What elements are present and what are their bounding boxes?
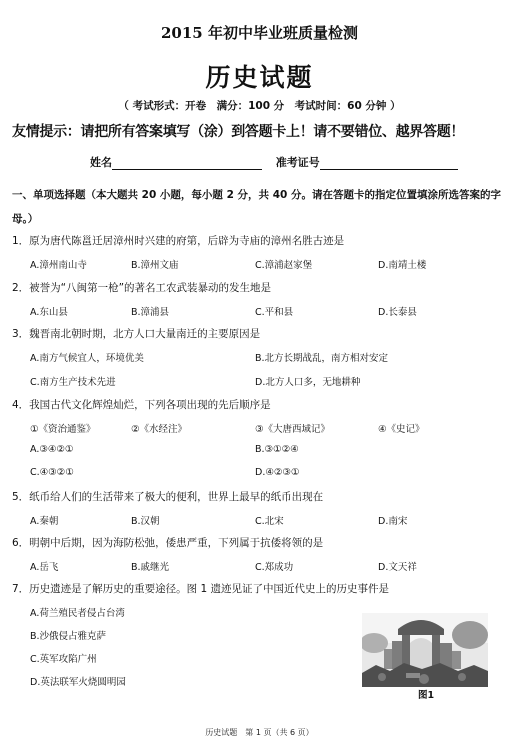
option[interactable]: D.④②③① <box>255 467 300 478</box>
question-stem: 4．我国古代文化辉煌灿烂，下列各项出现的先后顺序是 <box>12 399 271 411</box>
option[interactable]: A.南方气候宜人，环境优美 <box>30 353 144 364</box>
option[interactable]: C.平和县 <box>255 307 294 318</box>
option[interactable]: B.漳州文庙 <box>131 260 179 271</box>
option[interactable]: C.英军攻陷广州 <box>30 654 97 665</box>
option[interactable]: B.漳浦县 <box>131 307 170 318</box>
option[interactable]: D.南靖土楼 <box>378 260 427 271</box>
option[interactable]: C.漳浦赵家堡 <box>255 260 313 271</box>
option[interactable]: A.荷兰殖民者侵占台湾 <box>30 608 125 619</box>
option[interactable]: B.戚继光 <box>131 562 170 573</box>
page-footer: 历史试题 第 1 页（共 6 页） <box>205 728 314 737</box>
question-stem: 5．纸币给人们的生活带来了极大的便利，世界上最早的纸币出现在 <box>12 491 324 503</box>
option[interactable]: A.③④②① <box>30 444 74 455</box>
option[interactable]: B.北方长期战乱，南方相对安定 <box>255 353 389 364</box>
exam-title: 2015 年初中毕业班质量检测 <box>161 24 358 42</box>
question-item: ②《水经注》 <box>131 424 188 435</box>
option[interactable]: A.漳州南山寺 <box>30 260 87 271</box>
name-label: 姓名 <box>90 156 112 169</box>
option[interactable]: B.汉朝 <box>131 516 160 527</box>
question-stem: 6．明朝中后期，因为海防松弛，倭患严重，下列属于抗倭将领的是 <box>12 537 324 549</box>
option[interactable]: A.秦朝 <box>30 516 59 527</box>
option[interactable]: D.南宋 <box>378 516 408 527</box>
candidate-info-row <box>90 154 458 170</box>
option[interactable]: A.岳飞 <box>30 562 59 573</box>
exam-number-field[interactable] <box>320 158 458 170</box>
question-stem: 1．原为唐代陈邕迁居漳州时兴建的府第，后辟为寺庙的漳州名胜古迹是 <box>12 235 345 247</box>
section-heading: 一、单项选择题（本大题共 20 小题，每小题 2 分，共 40 分。请在答题卡的指定位置填涂所选答案的字母。） <box>12 189 501 225</box>
question-stem: 2．被誉为“八闽第一枪”的著名工农武装暴动的发生地是 <box>12 282 272 294</box>
option[interactable]: C.南方生产技术先进 <box>30 377 116 388</box>
friendly-notice: 友情提示：请把所有答案填写（涂）到答题卡上！请不要错位、越界答题！ <box>12 124 465 140</box>
option[interactable]: B.③①②④ <box>255 444 299 455</box>
option[interactable]: A.东山县 <box>30 307 68 318</box>
question-stem: 7．历史遗迹是了解历史的重要途径。图 1 遗迹见证了中国近代史上的历史事件是 <box>12 583 390 595</box>
option[interactable]: D.长泰县 <box>378 307 417 318</box>
option[interactable]: C.郑成功 <box>255 562 294 573</box>
question-item: ①《资治通鉴》 <box>30 424 96 435</box>
question-item: ③《大唐西域记》 <box>255 424 331 435</box>
option[interactable]: D.英法联军火烧圆明园 <box>30 677 126 688</box>
question-item: ④《史记》 <box>378 424 425 435</box>
figure-caption: 图1 <box>418 690 435 701</box>
option[interactable]: B.沙俄侵占雅克萨 <box>30 631 107 642</box>
exam-info: （ 考试形式：开卷 满分：100 分 考试时间：60 分钟 ） <box>118 100 401 112</box>
option[interactable]: D.文天祥 <box>378 562 417 573</box>
ruins-photo <box>362 613 488 687</box>
name-field[interactable] <box>112 158 262 170</box>
option[interactable]: C.北宋 <box>255 516 284 527</box>
subject-title: 历史试题 <box>205 63 314 92</box>
option[interactable]: C.④③②① <box>30 467 74 478</box>
question-stem: 3．魏晋南北朝时期，北方人口大量南迁的主要原因是 <box>12 328 261 340</box>
option[interactable]: D.北方人口多，无地耕种 <box>255 377 361 388</box>
exam-number-label: 准考证号 <box>275 156 320 169</box>
